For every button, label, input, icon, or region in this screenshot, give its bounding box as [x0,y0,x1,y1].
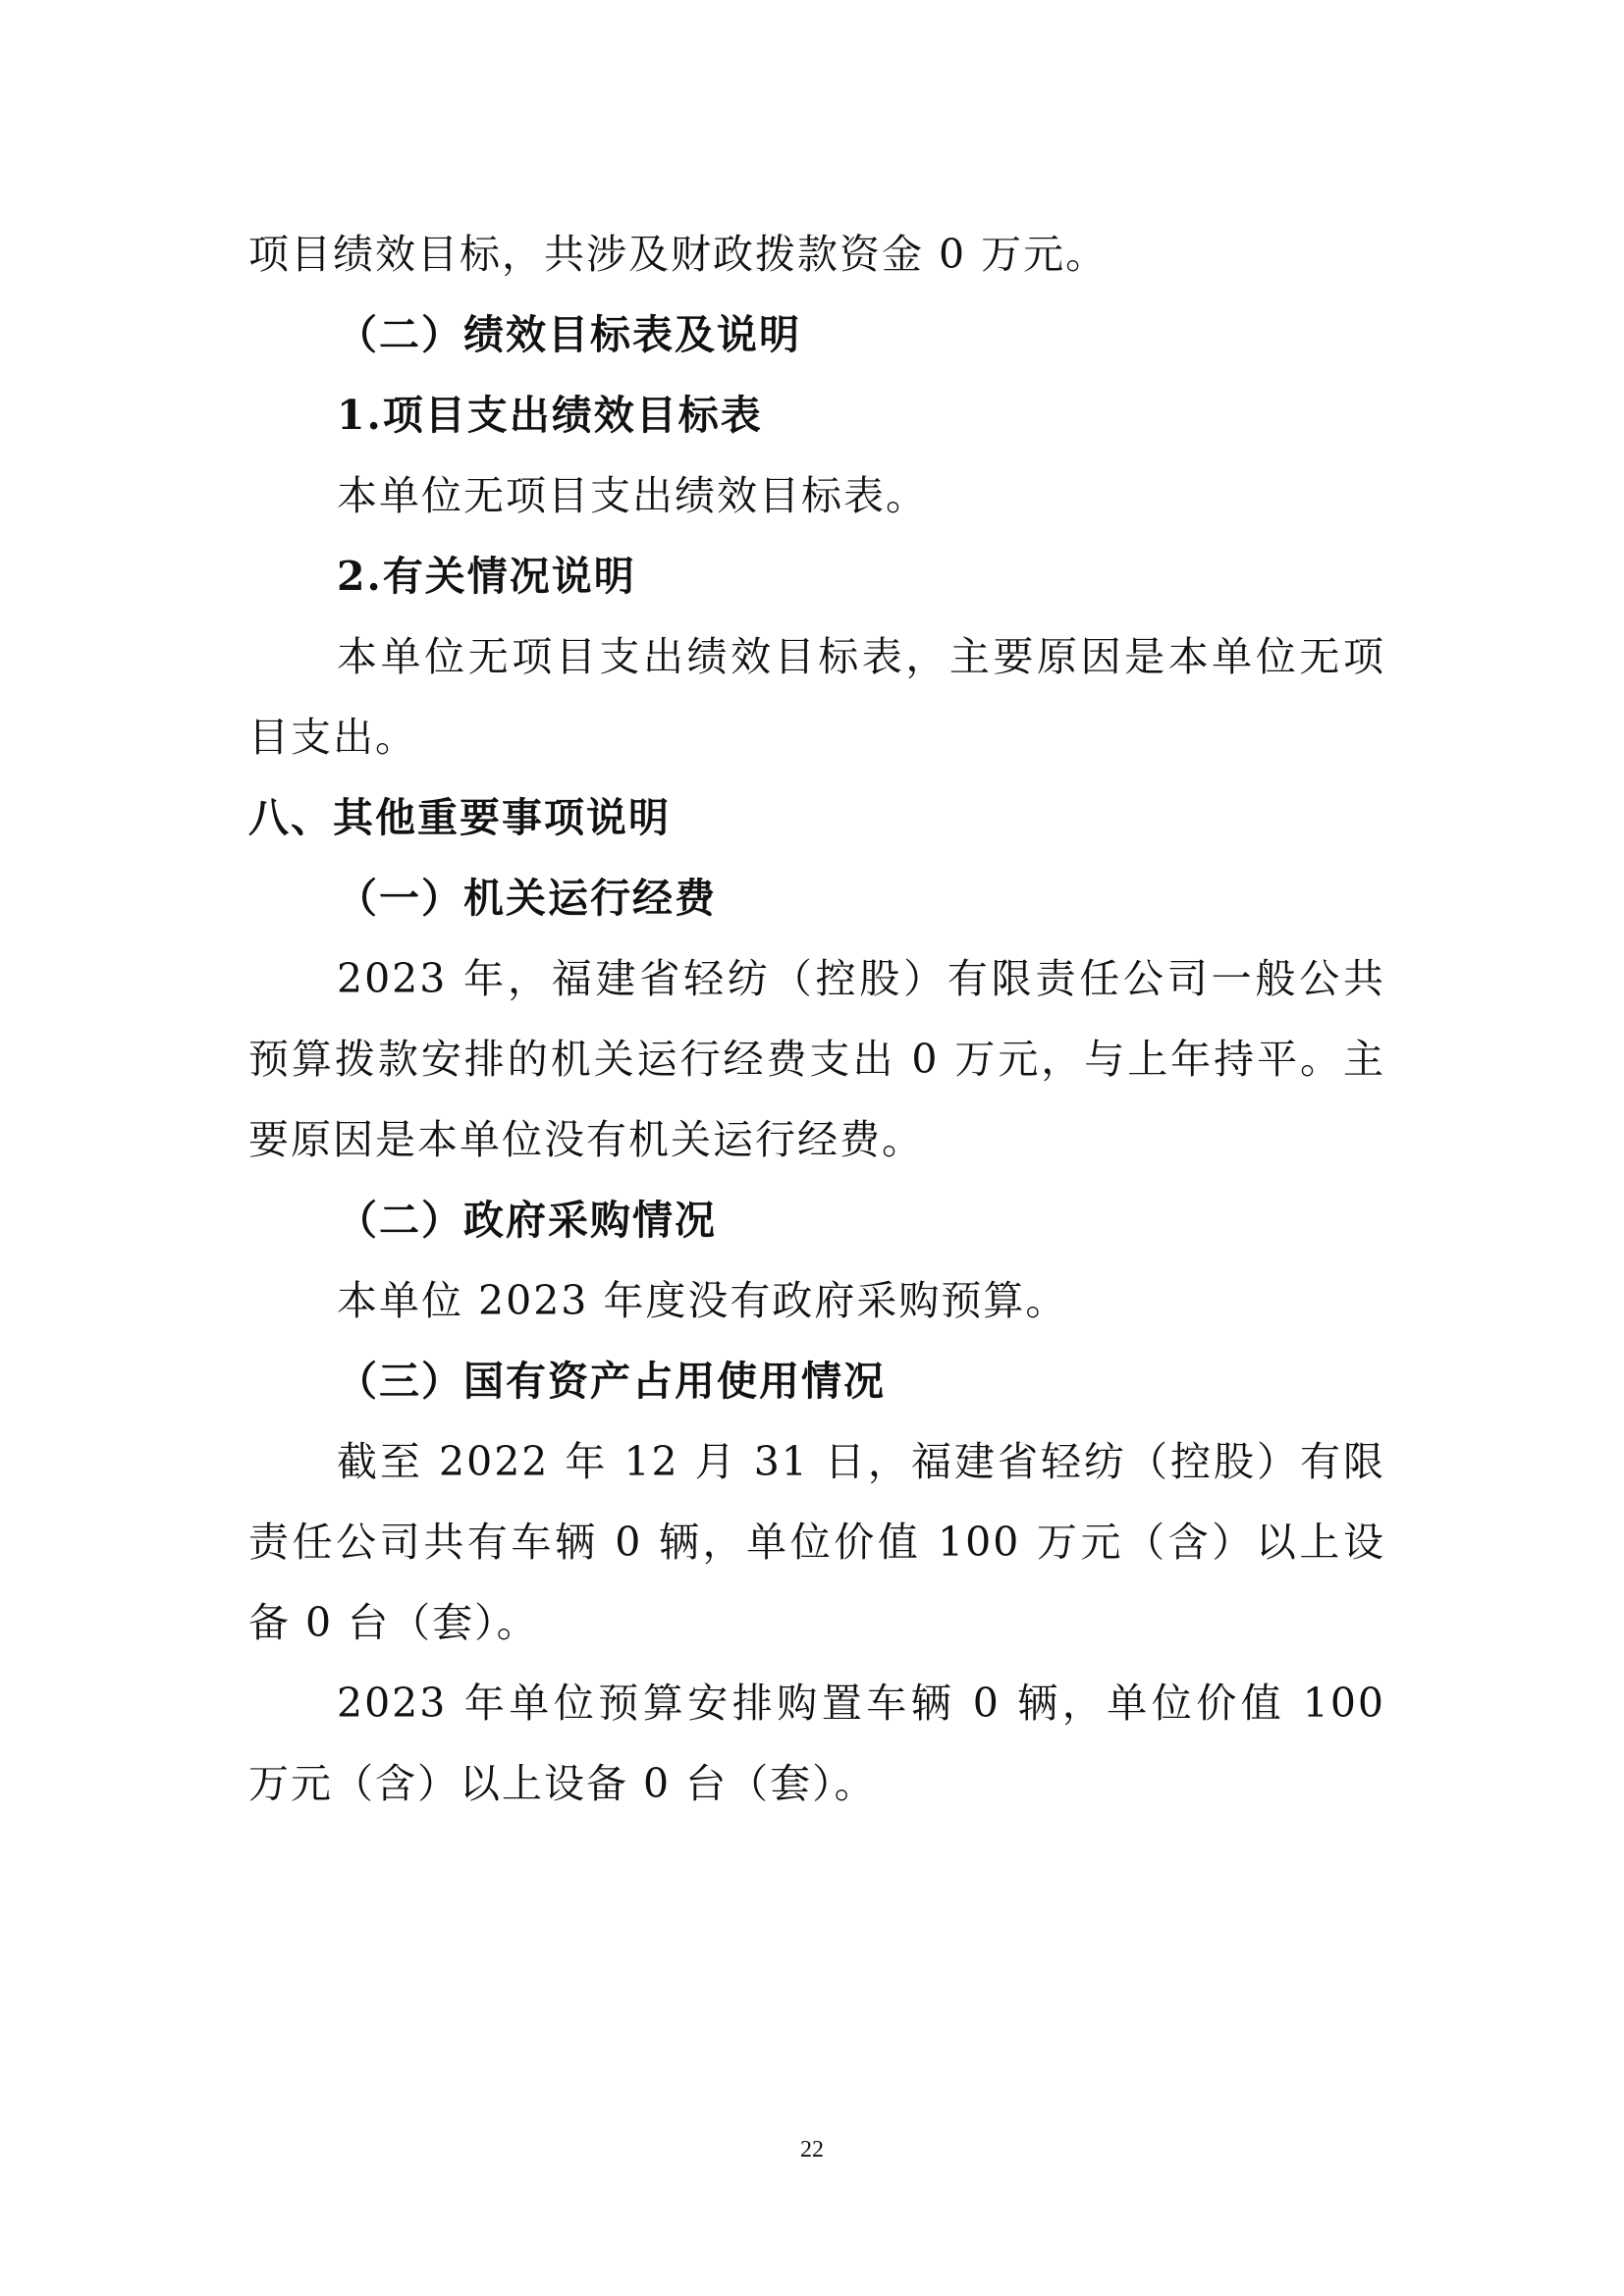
heading-project-expenditure-table: 1.项目支出绩效目标表 [337,392,763,439]
paragraph-operating-expenses: 2023 年，福建省轻纺（控股）有限责任公司一般公共预算拨款安排的机关运行经费支出 0 万元，与上年持平。主要原因是本单位没有机关运行经费。 [248,955,1385,1163]
paragraph-state-assets: 截至 2022 年 12 月 31 日，福建省轻纺（控股）有限责任公司共有车辆 0 辆，单位价值 100 万元（含）以上设备 0 台（套）。 [248,1438,1385,1646]
heading-government-procurement: （二）政府采购情况 [337,1197,717,1244]
continued-line: 项目绩效目标，共涉及财政拨款资金 0 万元。 [248,231,1109,278]
heading-state-assets: （三）国有资产占用使用情况 [337,1358,886,1405]
heading-related-explanation: 2.有关情况说明 [337,553,636,600]
document-body [248,214,1385,1824]
paragraph-no-table: 本单位无项目支出绩效目标表。 [337,472,928,519]
paragraph-reason: 本单位无项目支出绩效目标表，主要原因是本单位无项目支出。 [248,633,1385,761]
heading-operating-expenses: （一）机关运行经费 [337,875,717,922]
paragraph-budget-purchase: 2023 年单位预算安排购置车辆 0 辆，单位价值 100 万元（含）以上设备 0 台（套）。 [248,1680,1385,1807]
heading-section-eight: 八、其他重要事项说明 [248,794,671,841]
page-number: 22 [800,2137,824,2163]
paragraph-government-procurement: 本单位 2023 年度没有政府采购预算。 [337,1277,1068,1324]
heading-performance-targets: （二）绩效目标表及说明 [337,311,801,358]
